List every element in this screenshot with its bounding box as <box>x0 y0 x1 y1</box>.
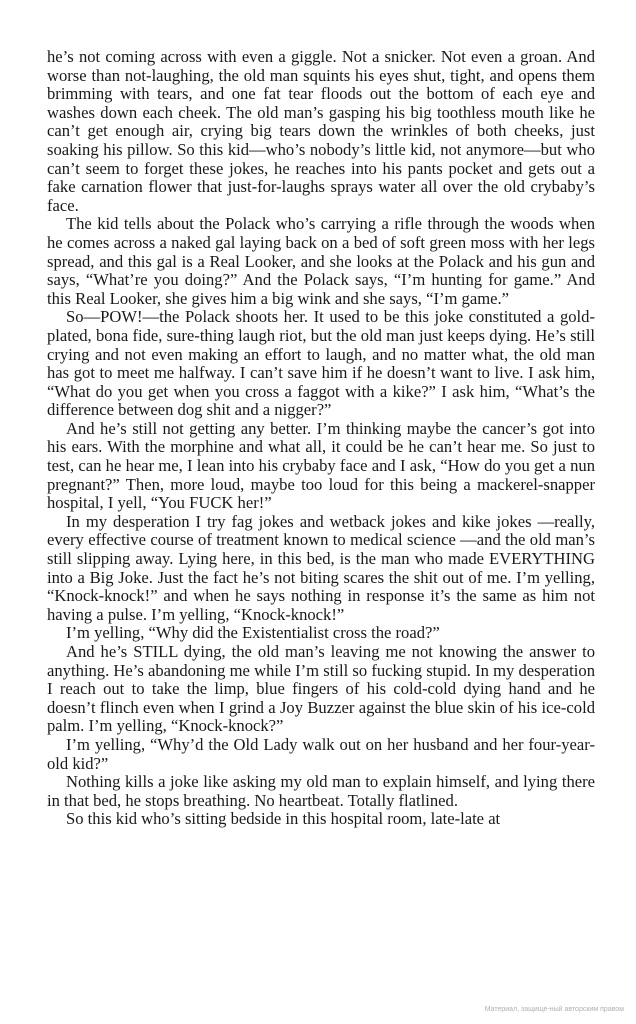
book-page-text <box>47 48 595 829</box>
paragraph-3: So—POW!—the Polack shoots her. It used to be this joke constituted a gold-plated, bona fide, sure-thing laugh riot, but the old man just keeps dying. He’s still crying and not even making an effort to laugh, and no matter what, the old man has got to meet me halfway. I can’t save him if he doesn’t want to live. I ask him, “What do you get when you cross a faggot with a kike?” I ask him, “What’s the difference between dog shit and a nigger?” <box>47 307 595 420</box>
paragraph-10: So this kid who’s sitting bedside in this hospital room, late-late at <box>66 809 501 829</box>
paragraph-1: he’s not coming across with even a giggle. Not a snicker. Not even a groan. And worse than not-laughing, the old man squints his eyes shut, tight, and opens them brimming with tears, and one fat tear floods out the bottom of each eye and washes down each cheek. The old man’s gasping his big toothless mouth like he can’t get enough air, crying big tears down the wrinkles of both cheeks, just soaking his pillow. So this kid—who’s nobody’s little kid, not anymore—but who can’t seem to forget these jokes, he reaches into his pants pocket and gets out a fake carnation flower that just-for-laughs sprays water all over the old crybaby’s face. <box>47 47 595 215</box>
paragraph-9: Nothing kills a joke like asking my old man to explain himself, and lying there in that bed, he stops breathing. No heartbeat. Totally flatlined. <box>47 772 595 810</box>
paragraph-6: I’m yelling, “Why did the Existentialist cross the road?” <box>66 623 440 643</box>
paragraph-8: I’m yelling, “Why’d the Old Lady walk out on her husband and her four-year-old kid?” <box>47 734 595 773</box>
paragraph-5: In my desperation I try fag jokes and wetback jokes and kike jokes —really, every effective course of treatment known to medical science —and the old man’s still slipping away. Lying here, in this bed, is the man who made EVERYTHING into a Big Joke. Just the fact he’s not biting scares the shit out of me. I’m yelling, “Knock-knock!” and when he says nothing in response it’s the same as him not having a pulse. I’m yelling, “Knock-knock!” <box>47 511 595 624</box>
copyright-watermark: Материал, защище-ный авторским правом <box>484 1006 624 1013</box>
paragraph-4: And he’s still not getting any better. I’m thinking maybe the cancer’s got into his ears. With the morphine and what all, it could be he can’t hear me. So just to test, can he hear me, I lean into his crybaby face and I ask, “How do you get a nun pregnant?” Then, more loud, maybe too loud for this being a mackerel-snapper hospital, I yell, “You FUCK her!” <box>47 418 595 513</box>
paragraph-2: The kid tells about the Polack who’s carrying a rifle through the woods when he comes across a naked gal laying back on a bed of soft green moss with her legs spread, and this gal is a Real Looker, and she looks at the Polack and his gun and says, “What’re you doing?” And the Polack says, “I’m hunting for game.” And this Real Looker, she gives him a big wink and she says, “I’m game.” <box>47 214 595 308</box>
paragraph-7: And he’s STILL dying, the old man’s leaving me not knowing the answer to anything. He’s abandoning me while I’m still so fucking stupid. In my desperation I reach out to take the limp, blue fingers of his cold-cold dying hand and he doesn’t flinch even when I grind a Joy Buzzer against the blue skin of his ice-cold palm. I’m yelling, “Knock-knock?” <box>47 642 595 736</box>
